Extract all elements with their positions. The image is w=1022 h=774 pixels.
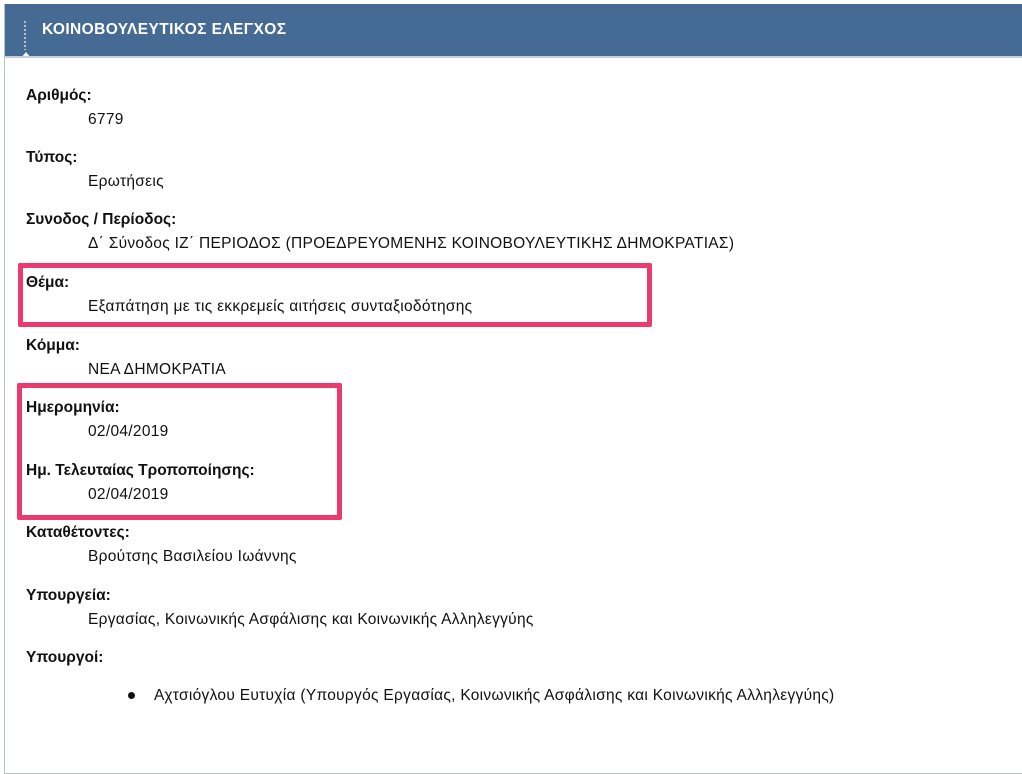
minister-name: Αχτσιόγλου Ευτυχία (Υπουργός Εργασίας, Κοινωνικής Ασφάλισης και Κοινωνικής Αλληλεγγύης) [154, 687, 835, 704]
panel-header [5, 4, 1022, 56]
field-label: Κόμμα: [26, 337, 80, 354]
parliamentary-control-panel [4, 4, 1022, 774]
field-value: 02/04/2019 [88, 423, 169, 440]
field-date [26, 398, 169, 442]
field-label: Καταθέτοντες: [26, 524, 130, 541]
drag-handle-icon[interactable] [24, 20, 26, 50]
field-party [26, 336, 226, 380]
field-subject [26, 273, 472, 317]
header-divider [5, 56, 1022, 58]
field-value: Δ΄ Σύνοδος ΙΖ΄ ΠΕΡΙΟΔΟΣ (ΠΡΟΕΔΡΕΥΟΜΕΝΗΣ ΚΟΙΝΟΒΟΥΛΕΥΤΙΚΗΣ ΔΗΜΟΚΡΑΤΙΑΣ) [88, 235, 735, 252]
field-number [26, 86, 124, 130]
list-item [128, 686, 835, 706]
field-value: Εργασίας, Κοινωνικής Ασφάλισης και Κοινωνικής Αλληλεγγύης [88, 611, 534, 628]
bullet-icon [128, 692, 135, 699]
field-label: Αριθμός: [26, 87, 92, 104]
field-label: Ημερομηνία: [26, 399, 120, 416]
field-label: Τύπος: [26, 149, 78, 166]
field-ministries [26, 586, 534, 630]
ministers-list [128, 686, 835, 706]
field-label: Θέμα: [26, 274, 70, 291]
field-session-period [26, 210, 734, 254]
field-label: Ημ. Τελευταίας Τροποποίησης: [26, 462, 255, 479]
field-label: Υπουργεία: [26, 587, 111, 604]
field-value: Ερωτήσεις [88, 173, 164, 190]
field-label: Συνοδος / Περίοδος: [26, 211, 177, 228]
field-value: Βρούτσης Βασιλείου Ιωάννης [88, 548, 297, 565]
field-value: 02/04/2019 [88, 486, 169, 503]
panel-title: ΚΟΙΝΟΒΟΥΛΕΥΤΙΚΟΣ ΕΛΕΓΧΟΣ [42, 21, 287, 38]
field-value: Εξαπάτηση με τις εκκρεμείς αιτήσεις συνταξιοδότησης [88, 298, 473, 315]
field-value: ΝΕΑ ΔΗΜΟΚΡΑΤΙΑ [88, 361, 227, 378]
field-type [26, 148, 164, 192]
field-value: 6779 [88, 111, 124, 128]
field-last-modified [26, 461, 255, 505]
field-label: Υπουργοί: [26, 649, 104, 666]
field-ministers [26, 648, 103, 668]
field-submitters [26, 523, 297, 567]
